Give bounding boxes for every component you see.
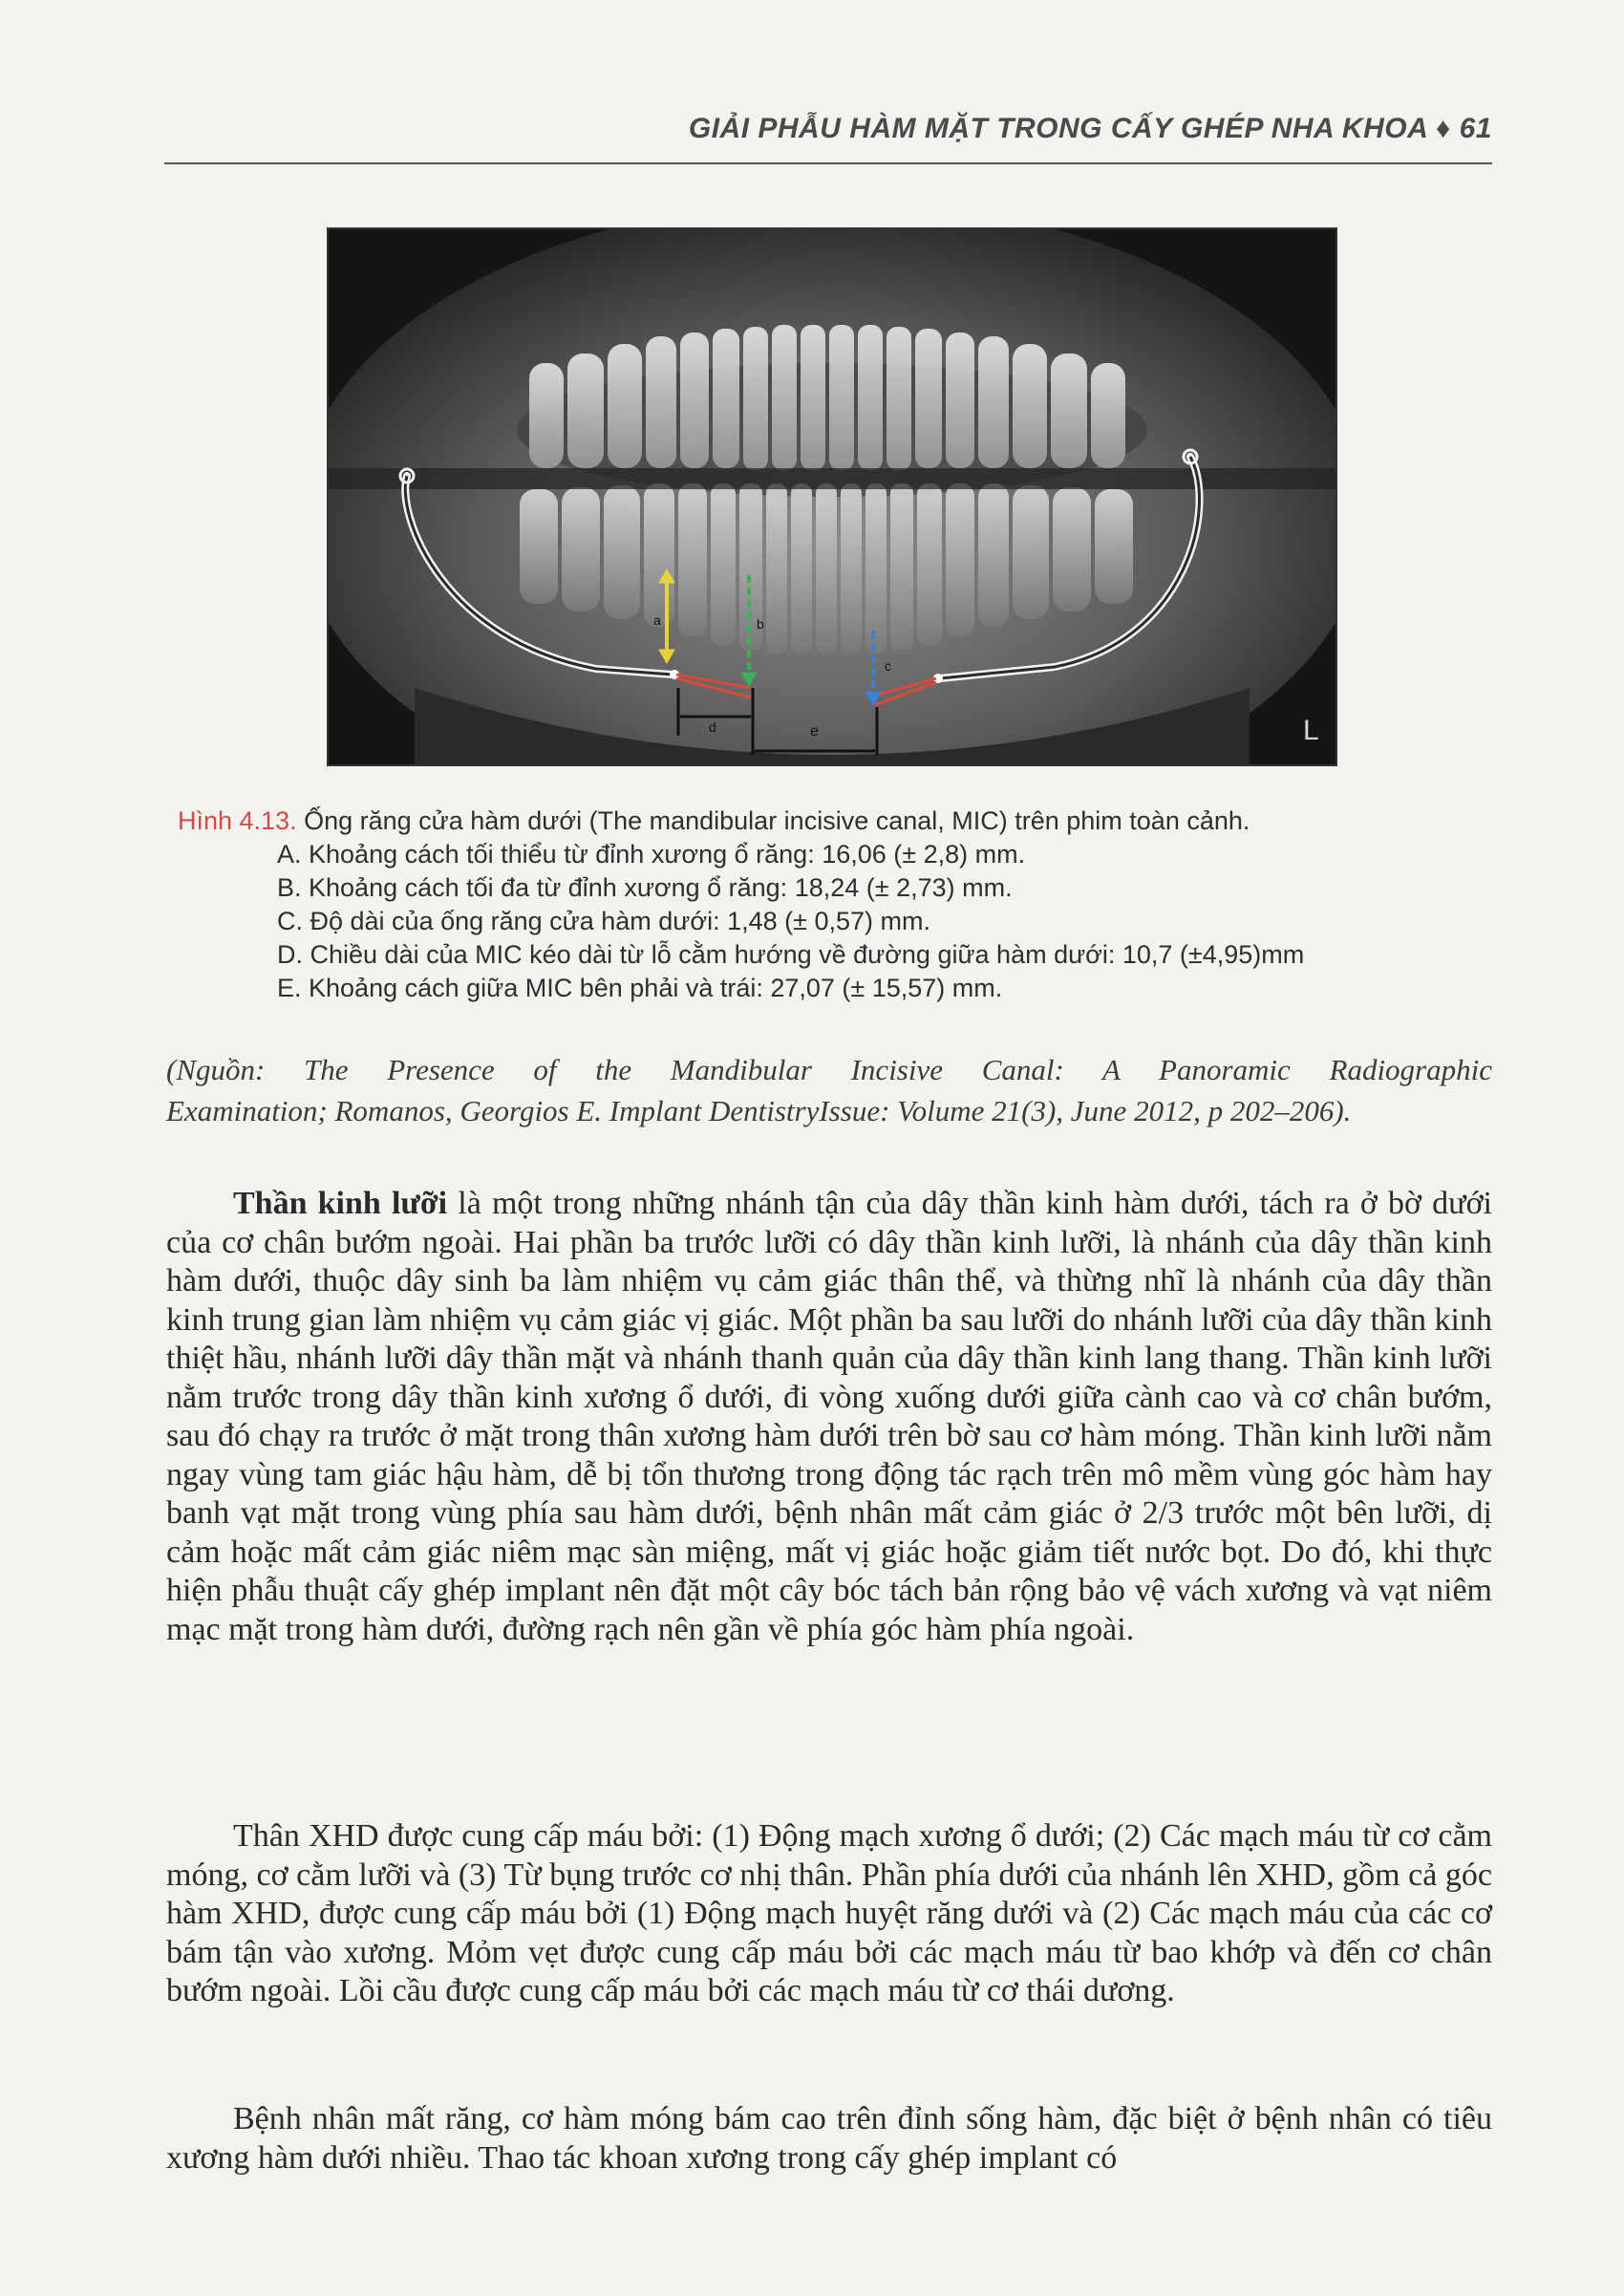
- paragraph-edentulous: Bệnh nhân mất răng, cơ hàm móng bám cao trên đỉnh sống hàm, đặc biệt ở bệnh nhân có tiêu xương hàm dưới nhiều. Thao tác khoan xương trong cấy ghép implant có: [166, 2101, 1492, 2176]
- label-b: b: [757, 616, 764, 632]
- side-marker: L: [1303, 715, 1319, 746]
- label-d: d: [709, 719, 716, 735]
- caption-item-c: C. Độ dài của ống răng cửa hàm dưới: 1,48 (± 0,57) mm.: [277, 907, 930, 935]
- caption-item-b: B. Khoảng cách tối đa từ đỉnh xương ổ răng: 18,24 (± 2,73) mm.: [277, 873, 1013, 902]
- caption-title-line: [178, 805, 1496, 838]
- source-line-2: Examination; Romanos, Georgios E. Implant DentistryIssue: Volume 21(3), June 2012, p 202–206).: [166, 1094, 1352, 1127]
- figure-source: [166, 1049, 1492, 1131]
- term-lingual-nerve: Thần kinh lưỡi: [233, 1186, 448, 1221]
- running-header: GIẢI PHẪU HÀM MẶT TRONG CẤY GHÉP NHA KHOA ♦ 61: [688, 113, 1492, 144]
- header-rule: [164, 162, 1492, 164]
- paragraph-1-text: là một trong những nhánh tận của dây thần kinh hàm dưới, tách ra ở bờ dưới của cơ chân bướm ngoài. Hai phần ba trước lưỡi có dây thần kinh lưỡi, là nhánh của dây thần kinh hàm dưới, thuộc dây sinh ba làm nhiệm vụ cảm giác thân thể, và thừng nhĩ là nhánh của dây thần kinh trung gian làm nhiệm vụ cảm giác vị giác. Một phần ba sau lưỡi do nhánh lưỡi của dây thần kinh thiệt hầu, nhánh lưỡi dây thần mặt và nhánh thanh quản của dây thần kinh lang thang. Thần kinh lưỡi nằm trước trong dây thần kinh xương ổ dưới, đi vòng xuống dưới giữa cành cao và cơ chân bướm, sau đó chạy ra trước ở mặt trong thân xương hàm dưới trên bờ sau cơ hàm móng. Thần kinh lưỡi nằm ngay vùng tam giác hậu hàm, dễ bị tổn thương trong động tác rạch trên mô mềm vùng góc hàm hay banh vạt mặt trong vùng phía sau hàm dưới, bệnh nhân mất cảm giác ở 2/3 trước một bên lưỡi, dị cảm hoặc mất cảm giác niêm mạc sàn miệng, mất vị giác hoặc giảm tiết nước bọt. Do đó, khi thực hiện phẫu thuật cấy ghép implant nên đặt một cây bóc tách bản rộng bảo vệ vách xương và vạt niêm mạc mặt trong hàm dưới, đường rạch nên gần về phía góc hàm phía ngoài.: [166, 1186, 1492, 1647]
- figure-caption: [178, 805, 1496, 1005]
- caption-item-e: E. Khoảng cách giữa MIC bên phải và trái: 27,07 (± 15,57) mm.: [277, 974, 1003, 1002]
- figure-number: Hình 4.13.: [178, 806, 297, 835]
- caption-item-d: D. Chiều dài của MIC kéo dài từ lỗ cằm hướng về đường giữa hàm dưới: 10,7 (±4,95)mm: [277, 940, 1305, 969]
- radiograph-drawing: [329, 229, 1336, 764]
- paragraph-blood-supply: Thân XHD được cung cấp máu bởi: (1) Động mạch xương ổ dưới; (2) Các mạch máu từ cơ cằm móng, cơ cằm lưỡi và (3) Từ bụng trước cơ nhị thân. Phần phía dưới của nhánh lên XHD, gồm cả góc hàm XHD, được cung cấp máu bởi (1) Động mạch huyệt răng dưới và (2) Các mạch máu của các cơ bám tận vào xương. Mỏm vẹt được cung cấp máu bởi các mạch máu từ bao khớp và đến cơ chân bướm ngoài. Lồi cầu được cung cấp máu bởi các mạch máu từ cơ thái dương.: [166, 1818, 1492, 2008]
- source-line-1: (Nguồn: The Presence of the Mandibular Incisive Canal: A Panoramic Radiographic: [166, 1053, 1492, 1086]
- caption-title: Ống răng cửa hàm dưới (The mandibular incisive canal, MIC) trên phim toàn cảnh.: [296, 806, 1250, 835]
- panoramic-radiograph: [327, 227, 1337, 766]
- paragraph-lingual-nerve: [166, 1185, 1492, 1649]
- label-a: a: [653, 612, 661, 628]
- caption-item-a: A. Khoảng cách tối thiểu từ đỉnh xương ổ răng: 16,06 (± 2,8) mm.: [277, 840, 1026, 869]
- label-c: c: [885, 658, 891, 674]
- label-e: e: [810, 723, 819, 740]
